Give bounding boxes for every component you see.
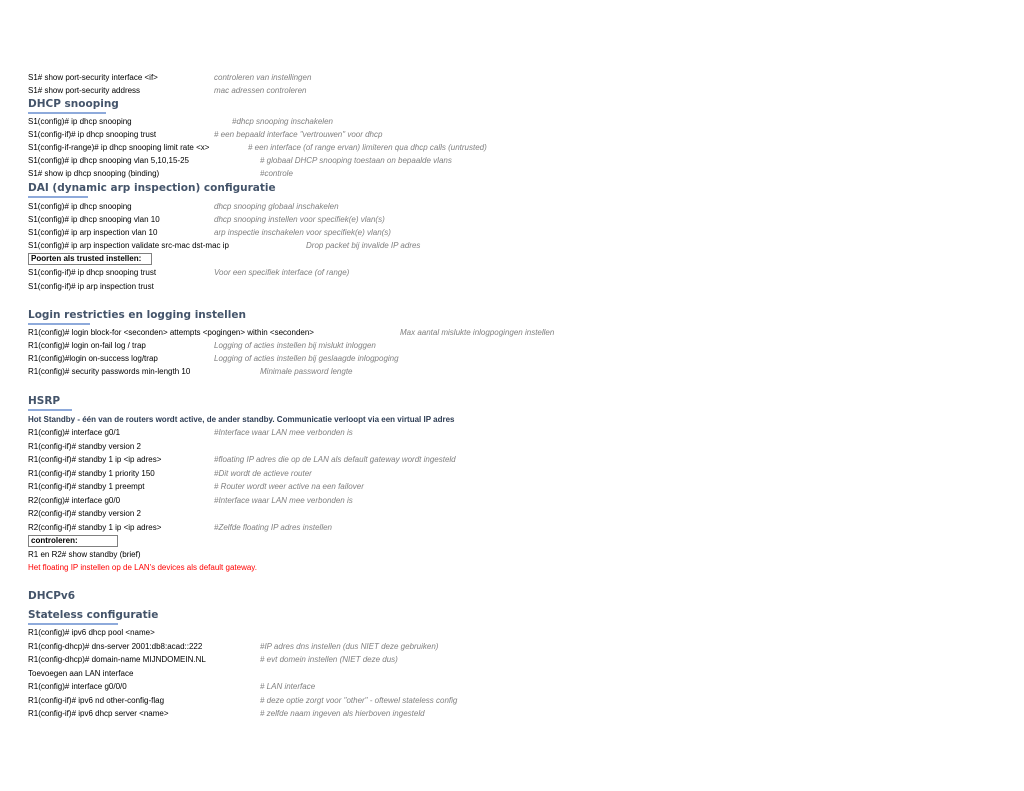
command-text: Toevoegen aan LAN interface [28,669,134,678]
command-text: R1(config)# security passwords min-length 10 [28,367,191,376]
command-text: S1# show ip dhcp snooping (binding) [28,169,160,178]
command-text: S1# show port-security address [28,86,141,95]
controleren-label: controleren: [28,535,118,547]
section-heading-login [28,309,246,325]
red-note: Het floating IP instellen op de LAN's devices als default gateway. [28,563,257,572]
command-text: R1(config-if)# standby version 2 [28,442,141,451]
command-text: S1(config)# ip dhcp snooping [28,202,132,211]
command-text: R1(config-dhcp)# domain-name MIJNDOMEIN.NL [28,655,206,664]
section-heading-dhcpv6 [28,590,75,603]
hsrp-intro-text: Hot Standby - één van de routers wordt active, de ander standby. Communicatie verloopt via een virtual IP adres [28,415,455,424]
comment-text: Voor een specifiek interface (of range) [214,268,350,277]
heading-text: DAI (dynamic arp inspection) configuratie [28,182,276,194]
comment-text: #floating IP adres die op de LAN als default gateway wordt ingesteld [214,455,456,464]
command-text: S1(config-if)# ip arp inspection trust [28,282,154,291]
command-text: S1(config)# ip arp inspection validate src-mac dst-mac ip [28,241,229,250]
heading-text: Login restricties en logging instellen [28,309,246,321]
command-text: R1(config-if)# standby 1 ip <ip adres> [28,455,162,464]
comment-text: Logging of acties instellen bij geslaagde inlogpoging [214,354,399,363]
heading-underline [28,112,106,114]
section-heading-dhcp-snooping [28,98,119,114]
subheading-stateless [28,609,158,625]
command-text: R1 en R2# show standby (brief) [28,550,141,559]
heading-underline [28,323,90,325]
comment-text: # zelfde naam ingeven als hierboven ingesteld [260,709,425,718]
comment-text: #Interface waar LAN mee verbonden is [214,428,353,437]
comment-text: dhcp snooping instellen voor specifiek(e) vlan(s) [214,215,385,224]
comment-text: Max aantal mislukte inlogpogingen instellen [400,328,555,337]
comment-text: #controle [260,169,293,178]
command-text: R1(config)# login block-for <seconden> attempts <pogingen> within <seconden> [28,328,314,337]
heading-text: Stateless configuratie [28,609,159,621]
comment-text: # Router wordt weer active na een failover [214,482,364,491]
command-text: R1(config)# login on-fail log / trap [28,341,146,350]
section-heading-hsrp [28,395,72,411]
comment-text: #dhcp snooping inschakelen [232,117,333,126]
command-text: S1(config-if-range)# ip dhcp snooping limit rate <x> [28,143,210,152]
heading-text: DHCP snooping [28,98,119,110]
heading-underline [28,409,72,411]
heading-underline [28,623,118,625]
command-text: R2(config-if)# standby 1 ip <ip adres> [28,523,162,532]
comment-text: Drop packet bij invalide IP adres [306,241,421,250]
heading-text: HSRP [28,395,61,407]
command-text: R1(config)#login on-success log/trap [28,354,158,363]
command-text: R1(config-if)# standby 1 priority 150 [28,469,155,478]
command-text: S1(config-if)# ip dhcp snooping trust [28,130,157,139]
command-text: S1(config-if)# ip dhcp snooping trust [28,268,157,277]
command-text: S1(config)# ip dhcp snooping vlan 5,10,15-25 [28,156,189,165]
command-text: R1(config-if)# ipv6 nd other-config-flag [28,696,165,705]
command-text: S1(config)# ip dhcp snooping [28,117,132,126]
comment-text: controleren van instellingen [214,73,312,82]
comment-text: #Zelfde floating IP adres instellen [214,523,332,532]
comment-text: Logging of acties instellen bij mislukt inloggen [214,341,376,350]
heading-underline [28,196,88,198]
comment-text: # evt domein instellen (NIET deze dus) [260,655,398,664]
command-text: S1(config)# ip arp inspection vlan 10 [28,228,158,237]
comment-text: dhcp snooping globaal inschakelen [214,202,339,211]
comment-text: # een bepaald interface "vertrouwen" voor dhcp [214,130,383,139]
command-text: R2(config)# interface g0/0 [28,496,121,505]
command-text: R1(config-dhcp)# dns-server 2001:db8:acad::222 [28,642,203,651]
comment-text: # een interface (of range ervan) limiteren qua dhcp calls (untrusted) [248,143,487,152]
comment-text: # deze optie zorgt voor "other" - oftewel stateless config [260,696,458,705]
command-text: S1# show port-security interface <if> [28,73,158,82]
comment-text: # LAN interface [260,682,316,691]
comment-text: Minimale password lengte [260,367,353,376]
command-text: R2(config-if)# standby version 2 [28,509,141,518]
comment-text: arp inspectie inschakelen voor specifiek(e) vlan(s) [214,228,391,237]
command-text: R1(config-if)# standby 1 preempt [28,482,145,491]
section-heading-dai [28,182,276,198]
trusted-ports-label: Poorten als trusted instellen: [28,253,152,265]
command-text: R1(config-if)# ipv6 dhcp server <name> [28,709,169,718]
command-text: R1(config)# interface g0/0/0 [28,682,127,691]
comment-text: # globaal DHCP snooping toestaan on bepaalde vlans [260,156,452,165]
command-text: R1(config)# interface g0/1 [28,428,121,437]
comment-text: #Interface waar LAN mee verbonden is [214,496,353,505]
comment-text: #Dit wordt de actieve router [214,469,312,478]
comment-text: #IP adres dns instellen (dus NIET deze gebruiken) [260,642,439,651]
heading-text: DHCPv6 [28,590,76,602]
command-text: S1(config)# ip dhcp snooping vlan 10 [28,215,160,224]
comment-text: mac adressen controleren [214,86,307,95]
command-text: R1(config)# ipv6 dhcp pool <name> [28,628,155,637]
